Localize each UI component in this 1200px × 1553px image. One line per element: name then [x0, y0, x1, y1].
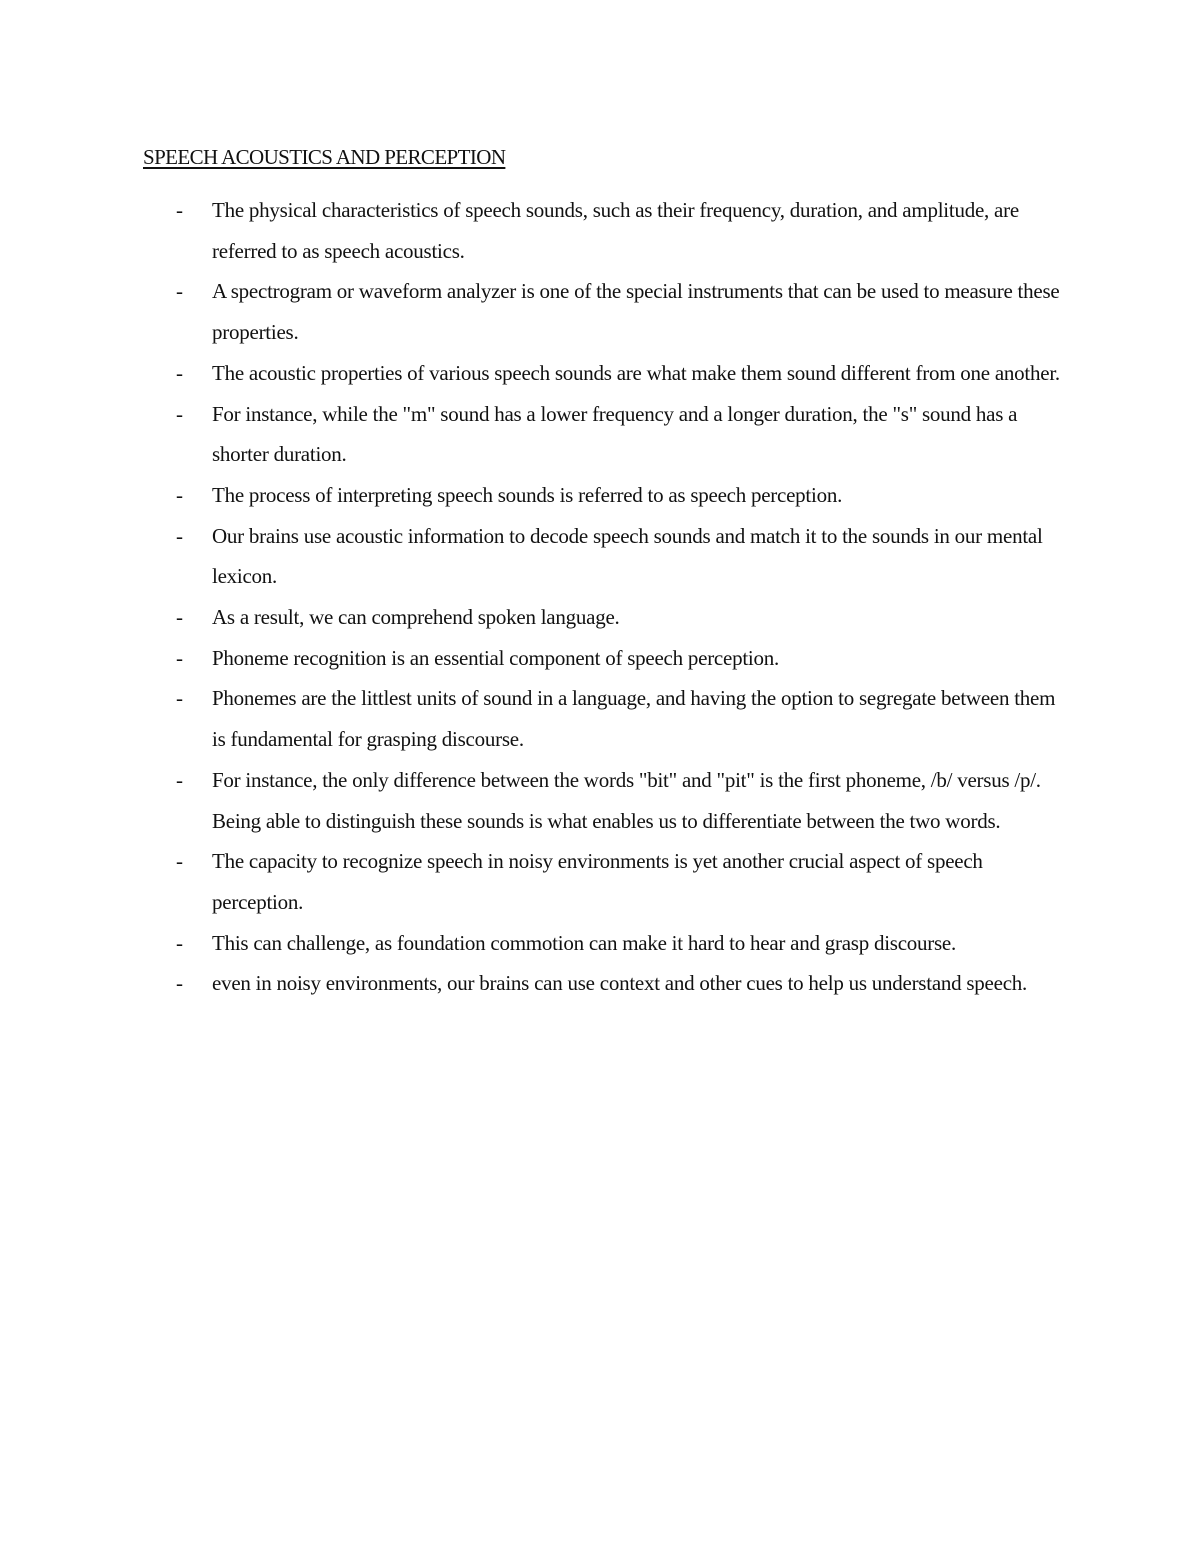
bullet-text: For instance, while the "m" sound has a lower frequency and a longer duration, the "s" sound has a shorter duration. — [212, 401, 1018, 467]
list-item — [0, 271, 1200, 352]
bullet-dash: - — [176, 645, 183, 670]
bullet-text: A spectrogram or waveform analyzer is one of the special instruments that can be used to measure these properties. — [212, 279, 1060, 345]
bullet-dash: - — [176, 401, 183, 426]
bullet-text: Phonemes are the littlest units of sound in a language, and having the option to segregate between them is fundamental for grasping discourse. — [212, 686, 1056, 752]
bullet-text: As a result, we can comprehend spoken language. — [212, 605, 620, 630]
list-item — [0, 841, 1200, 922]
bullet-text: The acoustic properties of various speech sounds are what make them sound different from one another. — [212, 360, 1060, 385]
bullet-dash: - — [176, 523, 183, 548]
list-item — [0, 923, 1200, 964]
bullet-dash: - — [176, 198, 183, 222]
bullet-list — [0, 190, 1200, 1004]
list-item — [0, 394, 1200, 475]
list-item — [0, 678, 1200, 759]
list-item — [0, 190, 1200, 271]
bullet-text: For instance, the only difference between the words "bit" and "pit" is the first phoneme, /b/ versus /p/. Being able to distinguish these sounds is what enables us to differentiate between the two words. — [212, 767, 1041, 833]
bullet-text: The capacity to recognize speech in noisy environments is yet another crucial aspect of speech perception. — [212, 849, 983, 914]
bullet-dash: - — [176, 279, 183, 304]
bullet-dash: - — [176, 360, 183, 385]
list-item — [0, 597, 1200, 638]
bullet-text: Phoneme recognition is an essential component of speech perception. — [212, 645, 779, 670]
bullet-dash: - — [176, 605, 183, 630]
bullet-dash: - — [176, 482, 183, 507]
bullet-dash: - — [176, 971, 183, 996]
bullet-text: The physical characteristics of speech sounds, such as their frequency, duration, and amplitude, are referred to as speech acoustics. — [212, 198, 1019, 263]
bullet-text: The process of interpreting speech sounds is referred to as speech perception. — [212, 482, 843, 507]
list-item — [0, 638, 1200, 679]
bullet-dash: - — [176, 686, 183, 711]
list-item — [0, 963, 1200, 1004]
bullet-dash: - — [176, 849, 183, 874]
list-item — [0, 516, 1200, 597]
bullet-text: Our brains use acoustic information to decode speech sounds and match it to the sounds in our mental lexicon. — [212, 523, 1043, 589]
document-title: SPEECH ACOUSTICS AND PERCEPTION — [143, 145, 506, 169]
list-item — [0, 353, 1200, 394]
list-item — [0, 475, 1200, 516]
bullet-dash: - — [176, 930, 183, 955]
bullet-text: This can challenge, as foundation commotion can make it hard to hear and grasp discourse. — [212, 930, 957, 955]
list-item — [0, 760, 1200, 841]
bullet-dash: - — [176, 767, 183, 792]
bullet-text: even in noisy environments, our brains can use context and other cues to help us understand speech. — [212, 971, 1028, 996]
